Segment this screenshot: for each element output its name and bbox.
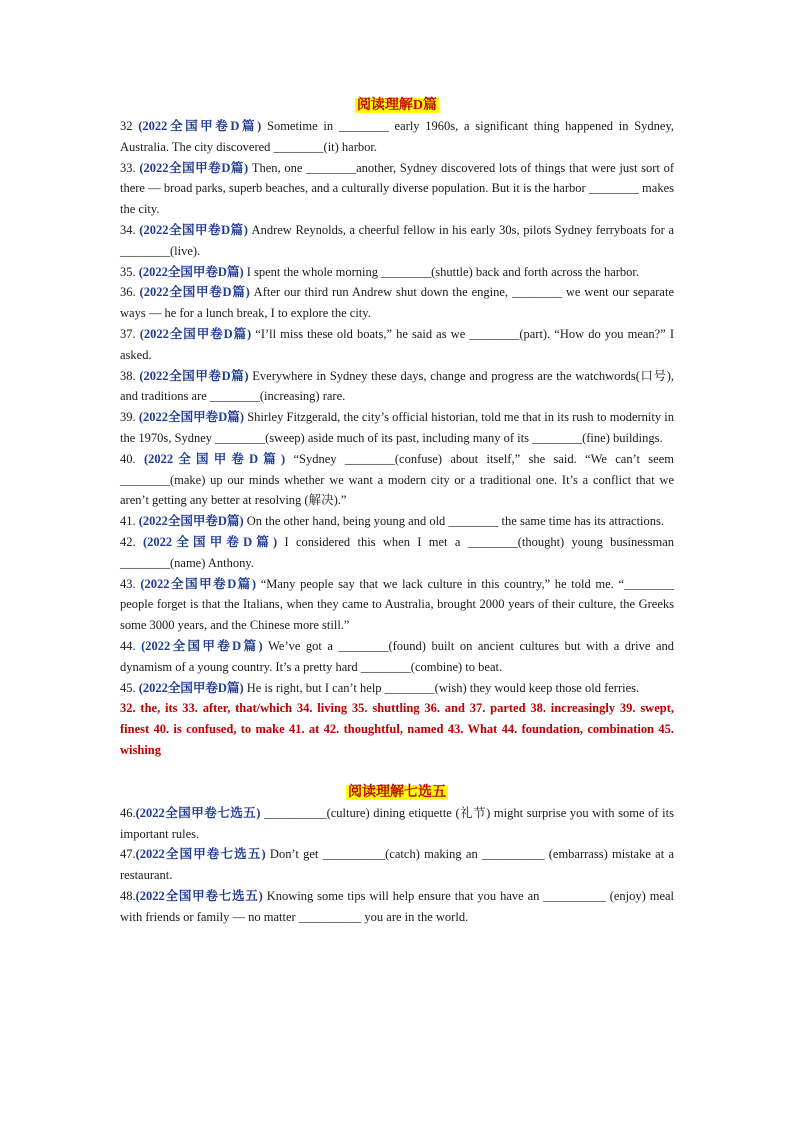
question-item: 33. (2022全国甲卷D篇) Then, one ________another, Sydney discovered lots of things that were just sort of there — broad parks, superb beaches, and a culturally diverse population. But it is the harbor ________ makes the city. <box>120 160 675 217</box>
section-reading-d-questions <box>120 116 674 698</box>
section-title-reading-d: 阅读理解D篇 <box>356 98 438 113</box>
question-item: 48.(2022全国甲卷七选五) Knowing some tips will help ensure that you have an __________ (enjoy) meal with friends or family — no matter __________ you are in the world. <box>120 888 675 924</box>
question-item: 41. (2022全国甲卷D篇) On the other hand, being young and old ________ the same time has its attractions. <box>120 514 665 529</box>
question-item: 35. (2022全国甲卷D篇) I spent the whole morning ________(shuttle) back and forth across the harbor. <box>120 264 640 279</box>
question-item: 44. (2022全国甲卷D篇) We’ve got a ________(found) built on ancient cultures but with a drive and dynamism of a young country. It’s a pretty hard ________(combine) to beat. <box>120 638 675 674</box>
question-item: 37. (2022全国甲卷D篇) “I’ll miss these old boats,” he said as we ________(part). “How do you mean?” I asked. <box>120 326 674 362</box>
question-item: 34. (2022全国甲卷D篇) Andrew Reynolds, a cheerful fellow in his early 30s, pilots Sydney ferryboats for a ________(live). <box>120 222 675 258</box>
question-item: 39. (2022全国甲卷D篇) Shirley Fitzgerald, the city’s official historian, told me that in its rush to modernity in the 1970s, Sydney ________(sweep) aside much of its past, including many of its ________(fine) buildings. <box>120 410 675 445</box>
question-item: 42. (2022全国甲卷D篇) I considered this when I met a ________(thought) young businessman ________(name) Anthony. <box>120 534 674 570</box>
section-seven-choose-five-questions <box>120 803 674 928</box>
question-item: 46.(2022全国甲卷七选五) __________(culture) dining etiquette (礼节) might surprise you with some of its important rules. <box>120 805 674 841</box>
section-spacer <box>120 761 674 783</box>
section-title-seven-choose-five: 阅读理解七选五 <box>348 784 446 800</box>
question-item: 36. (2022全国甲卷D篇) After our third run Andrew shut down the engine, ________ we went our separate ways — he for a lunch break, I to explore the city. <box>120 285 674 321</box>
answer-key: 32. the, its 33. after, that/which 34. living 35. shuttling 36. and 37. parted 38. increasingly 39. swept, finest 40. is confused, to make 41. at 42. thoughtful, named 43. What 44. foundation, combination 45. wishing <box>120 701 674 757</box>
question-item: 47.(2022全国甲卷七选五) Don’t get __________(catch) making an __________ (embarrass) mistake at a restaurant. <box>120 847 675 883</box>
question-item: 38. (2022全国甲卷D篇) Everywhere in Sydney these days, change and progress are the watchwords(口号), and traditions are ________(increasing) rare. <box>120 368 674 404</box>
document-content <box>120 96 674 927</box>
question-item: 43. (2022全国甲卷D篇) “Many people say that we lack culture in this country,” he told me. “________ people forget is that the Italians, when they came to Australia, brought 2000 years of their culture, the Greeks some 3000 years, and the Chinese more still.” <box>120 576 675 633</box>
question-item: 32 (2022全国甲卷D篇) Sometime in ________ early 1960s, a significant thing happened in Sydney, Australia. The city discovered ________(it) harbor. <box>120 119 675 154</box>
question-item: 40. (2022全国甲卷D篇) “Sydney ________(confuse) about itself,” she said. “We can’t seem ________(make) up our minds whether we want a modern city or a traditional one. It’s a conflict that we aren’t getting any better at resolving (解决).” <box>120 451 674 508</box>
question-item: 45. (2022全国甲卷D篇) He is right, but I can’t help ________(wish) they would keep those old ferries. <box>120 680 640 695</box>
